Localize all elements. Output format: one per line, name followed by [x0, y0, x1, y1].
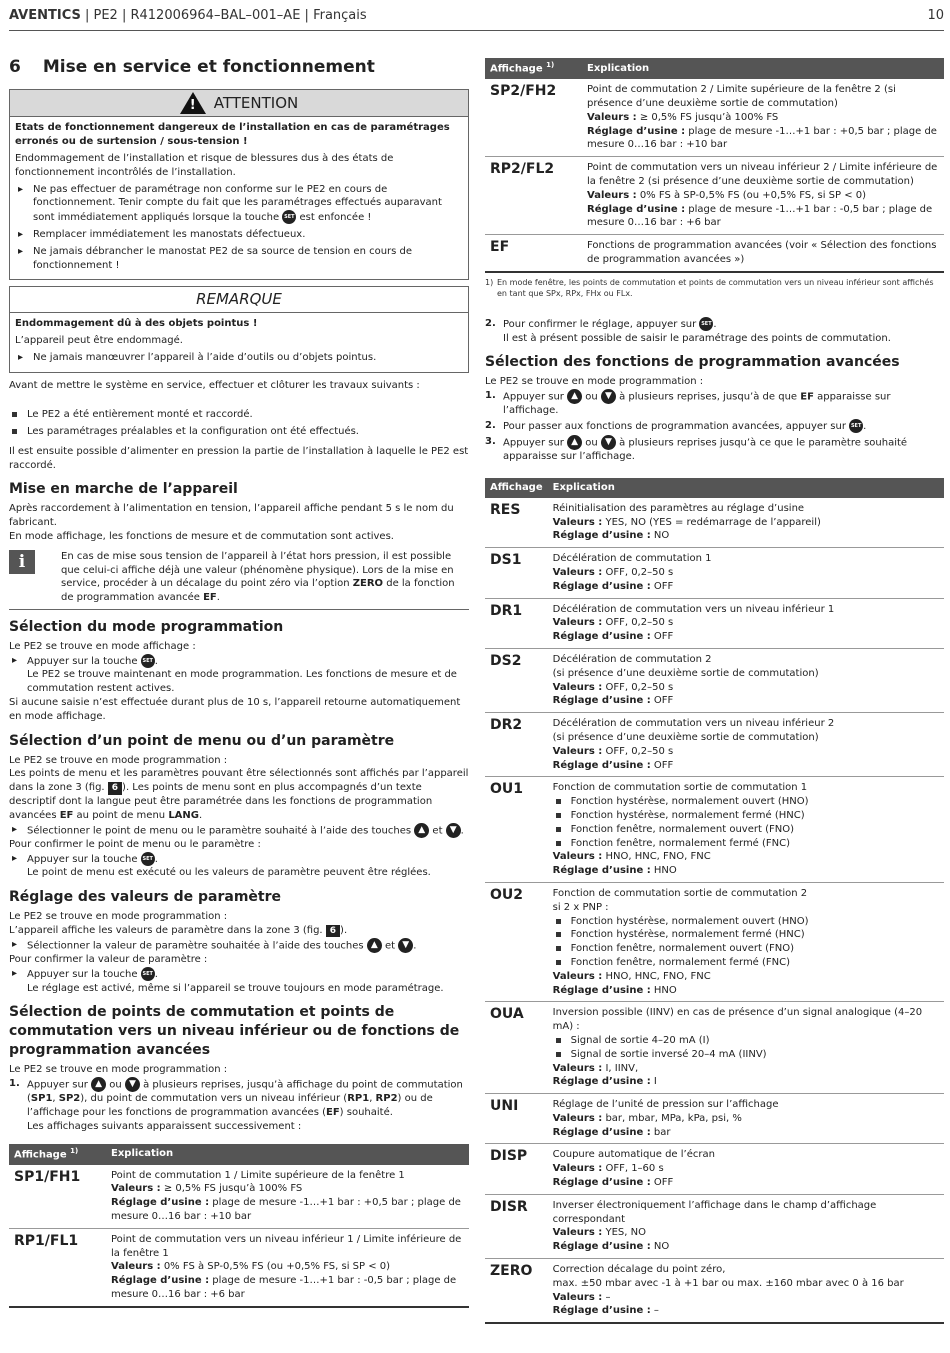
set-key-icon: SET: [141, 654, 155, 668]
paragraph: Les points de menu et les paramètres pouvant être sélectionnés sont affichés par l’appareil dans la zone 3 (fig. 6 ). Les points de menu sont en plus accompagnés d’un texte descriptif dont la langue peut être paramétrée dans les fonctions de programmation avancées EF au point de menu LANG.: [9, 768, 469, 821]
param-key: SP1/FH1: [9, 1165, 106, 1229]
param-desc: Point de commutation 2 / Limite supérieure de la fenêtre 2 (si présence d’une deuxième sortie de commutation) Valeurs : ≥ 0,5% FS jusqu’à 100% FS Réglage d’usine : plage de mesure -1…+1 bar : +0,5 bar ; plage de mesure 0…16 bar : +10 bar: [582, 79, 944, 156]
result-text: Le réglage est activé, même si l’appareil se trouve toujours en mode paramétrage.: [27, 982, 444, 994]
col-header-explication: Explication: [582, 58, 944, 79]
figure-ref: 6: [326, 925, 340, 937]
table-row: [485, 498, 944, 548]
param-desc: Point de commutation vers un niveau inférieur 1 / Limite inférieure de la fenêtre 1 Valeurs : 0% FS à SP-0,5% FS (ou +0,5% FS, si SP < 0) Réglage d’usine : plage de mesure -1…+1 bar : -0,5 bar ; plage de mesure 0…16 bar : +6 bar: [106, 1228, 469, 1306]
heading-reglage-valeurs: Réglage des valeurs de paramètre: [9, 889, 281, 906]
table-switch-points-2: [485, 58, 944, 273]
paragraph: Le PE2 se trouve en mode programmation :: [9, 1064, 228, 1076]
attention-title-text: ATTENTION: [213, 94, 299, 113]
table-row: [485, 598, 944, 648]
result-text: Le point de menu est exécuté ou les valeurs de paramètre peuvent être réglées.: [27, 867, 431, 879]
option-item: Fonction fenêtre, normalement fermé (FNC): [553, 837, 939, 851]
figure-ref: 6: [108, 782, 122, 794]
col-header-explication: Explication: [548, 478, 944, 498]
param-desc: Décélération de commutation vers un niveau inférieur 2 (si présence d’une deuxième sortie de commutation) Valeurs : OFF, 0,2–50 s Réglage d’usine : OFF: [548, 713, 944, 777]
param-key: SP2/FH2: [485, 79, 582, 156]
down-arrow-key-icon: ▼: [601, 389, 616, 404]
paragraph: Après raccordement à l’alimentation en tension, l’appareil affiche pendant 5 s le nom du fabricant.: [9, 503, 454, 529]
result-text: Le PE2 se trouve maintenant en mode programmation. Les fonctions de mesure et de commutation restent actives.: [27, 669, 457, 695]
param-key: OU1: [485, 777, 548, 883]
up-arrow-key-icon: ▲: [567, 435, 582, 450]
param-key: DS2: [485, 648, 548, 712]
right-column: [485, 58, 944, 1324]
option-item: Fonction hystérèse, normalement ouvert (HNO): [553, 795, 939, 809]
step-item: 3. Appuyer sur ▲ ou ▼ à plusieurs reprises jusqu’à ce que le paramètre souhaité apparaisse sur l’affichage.: [485, 435, 908, 463]
param-desc: Point de commutation 1 / Limite supérieure de la fenêtre 1 Valeurs : ≥ 0,5% FS jusqu’à 100% FS Réglage d’usine : plage de mesure -1…+1 bar : +0,5 bar ; plage de mesure 0…16 bar : +10 bar: [106, 1165, 469, 1229]
param-desc: Coupure automatique de l’écran Valeurs : OFF, 1–60 s Réglage d’usine : OFF: [548, 1144, 944, 1194]
heading-mode-programmation: Sélection du mode programmation: [9, 618, 284, 635]
param-key: RP1/FL1: [9, 1228, 106, 1306]
param-key: OUA: [485, 1002, 548, 1094]
table-row: [485, 1094, 944, 1144]
table-row: [485, 1259, 944, 1324]
param-desc: Décélération de commutation 2 (si présence d’une deuxième sortie de commutation) Valeurs : OFF, 0,2–50 s Réglage d’usine : OFF: [548, 648, 944, 712]
up-arrow-key-icon: ▲: [91, 1077, 106, 1092]
param-key: ZERO: [485, 1259, 548, 1324]
col-header-affichage: Affichage $^{1)}$: [9, 1144, 106, 1165]
header-doc-info: [9, 7, 367, 30]
down-arrow-key-icon: ▼: [601, 435, 616, 450]
heading-mise-en-marche: Mise en marche de l’appareil: [9, 481, 238, 498]
attention-title: [10, 90, 468, 117]
table-row: [485, 235, 944, 272]
param-key: RP2/FL2: [485, 157, 582, 235]
param-desc: Décélération de commutation 1 Valeurs : OFF, 0,2–50 s Réglage d’usine : OFF: [548, 548, 944, 598]
remarque-item: ▸ Ne jamais manœuvrer l’appareil à l’aide d’outils ou d’objets pointus.: [15, 351, 463, 365]
option-item: Fonction fenêtre, normalement ouvert (FNO): [553, 823, 939, 837]
up-arrow-key-icon: ▲: [367, 938, 382, 953]
param-desc: Fonctions de programmation avancées (voir « Sélection des fonctions de programmation avancées »): [582, 235, 944, 272]
set-key-icon: SET: [699, 317, 713, 331]
param-desc: Fonction de commutation sortie de commutation 2 si 2 x PNP : Fonction hystérèse, normalement ouvert (HNO) Fonction hystérèse, normalement fermé (HNC) Fonction fenêtre, normalement ouvert (FNO) Fonction fenêtre, normalement fermé (FNC) Valeurs : HNO, HNC, FNO, FNC Réglage d’usine : HNO: [548, 882, 944, 1001]
heading-point-menu: Sélection d’un point de menu ou d’un paramètre: [9, 732, 395, 749]
down-arrow-key-icon: ▼: [398, 938, 413, 953]
option-item: Fonction hystérèse, normalement ouvert (HNO): [553, 915, 939, 929]
section-title: [9, 56, 469, 79]
table-row: [9, 1165, 469, 1229]
attention-item: ▸ Ne pas effectuer de paramétrage non conforme sur le PE2 en cours de fonctionnement. Tenir compte du fait que les paramétrages effectués auparavant sont immédiatement appliqués lorsque la touche SET est enfoncée !: [15, 183, 463, 225]
up-arrow-key-icon: ▲: [567, 389, 582, 404]
header-brand: AVENTICS: [9, 8, 81, 23]
heading-points-commutation: Sélection de points de commutation et points de commutation vers un niveau inférieur ou de fonctions de programmation avancées: [9, 1004, 460, 1059]
table-row: [485, 157, 944, 235]
param-key: DISP: [485, 1144, 548, 1194]
param-key: RES: [485, 498, 548, 548]
option-item: Fonction fenêtre, normalement fermé (FNC): [553, 956, 939, 970]
after-text: Il est ensuite possible d’alimenter en pression la partie de l’installation à laquelle le PE2 est raccordé.: [9, 445, 469, 471]
option-item: Fonction hystérèse, normalement fermé (HNC): [553, 928, 939, 942]
set-key-icon: SET: [282, 210, 296, 224]
down-arrow-key-icon: ▼: [446, 823, 461, 838]
step-item: 1. Appuyer sur ▲ ou ▼ à plusieurs reprises, jusqu’à de que EF apparaisse sur l’affichage.: [485, 390, 891, 417]
param-desc: Décélération de commutation vers un niveau inférieur 1 Valeurs : OFF, 0,2–50 s Réglage d’usine : OFF: [548, 598, 944, 648]
table-switch-points-1: [9, 1144, 469, 1308]
instruction-item: ▸ Sélectionner le point de menu ou le paramètre souhaité à l’aide des touches ▲ et ▼ .: [9, 823, 469, 838]
paragraph: En mode affichage, les fonctions de mesure et de commutation sont actives.: [9, 530, 394, 542]
table-row: [485, 777, 944, 883]
page-number: 10: [927, 8, 944, 23]
attention-item: ▸ Remplacer immédiatement les manostats défectueux.: [15, 228, 463, 242]
info-text: En cas de mise sous tension de l’appareil à l’état hors pression, il est possible que celui-ci affiche déjà une valeur (phénomène physique). Lors de la mise en service, procéder à un décalage du point zéro via l’option ZERO de la fonction de programmation avancée EF.: [61, 550, 455, 604]
page-header: [9, 7, 944, 31]
col-header-affichage: Affichage: [485, 478, 548, 498]
col-header-explication: Explication: [106, 1144, 469, 1165]
table-row: [485, 648, 944, 712]
up-arrow-key-icon: ▲: [414, 823, 429, 838]
header-doc-ref: | PE2 | R412006964–BAL–001–AE | Français: [80, 8, 367, 23]
attention-item: ▸ Ne jamais débrancher le manostat PE2 de sa source de tension en cours de fonctionnement !: [15, 245, 463, 273]
paragraph: Le PE2 se trouve en mode programmation :: [9, 911, 228, 923]
remarque-desc: L’appareil peut être endommagé.: [15, 334, 183, 346]
paragraph: Pour confirmer la valeur de paramètre :: [9, 953, 208, 965]
option-item: Signal de sortie inversé 20–4 mA (IINV): [553, 1048, 939, 1062]
instruction-item: ▸ Appuyer sur la touche SET .: [9, 654, 469, 669]
set-key-icon: SET: [849, 419, 863, 433]
instruction-item: ▸ Sélectionner la valeur de paramètre souhaitée à l’aide des touches ▲ et ▼ .: [9, 938, 469, 953]
paragraph: Le PE2 se trouve en mode programmation :: [9, 754, 228, 766]
table-row: [9, 1228, 469, 1306]
param-key: EF: [485, 235, 582, 272]
param-key: OU2: [485, 882, 548, 1001]
param-desc: Inverser électroniquement l’affichage dans le champ d’affichage correspondant Valeurs : YES, NO Réglage d’usine : NO: [548, 1194, 944, 1258]
paragraph: Pour confirmer le point de menu ou le paramètre :: [9, 838, 261, 850]
attention-heading: Etats de fonctionnement dangereux de l’installation en cas de paramétrages erronés ou de surtension / sous-tension !: [15, 122, 450, 148]
section-title-text: Mise en service et fonctionnement: [42, 57, 375, 77]
down-arrow-key-icon: ▼: [125, 1077, 140, 1092]
param-key: DISR: [485, 1194, 548, 1258]
col-header-affichage: Affichage $^{1)}$: [485, 58, 582, 79]
instruction-item: ▸ Appuyer sur la touche SET .: [9, 852, 469, 867]
option-item: Fonction fenêtre, normalement ouvert (FNO): [553, 942, 939, 956]
param-key: UNI: [485, 1094, 548, 1144]
info-box: [9, 550, 469, 610]
section-number: 6: [9, 57, 21, 77]
paragraph: Si aucune saisie n’est effectuée durant plus de 10 s, l’appareil retourne automatiquement en mode affichage.: [9, 697, 461, 722]
param-desc: Réinitialisation des paramètres au réglage d’usine Valeurs : YES, NO (YES = redémarrage de l’appareil) Réglage d’usine : NO: [548, 498, 944, 548]
paragraph: Le PE2 se trouve en mode affichage :: [9, 640, 196, 652]
table-row: [485, 79, 944, 156]
heading-fonctions-avancees: Sélection des fonctions de programmation avancées: [485, 354, 900, 371]
step-item: 1. Appuyer sur ▲ ou ▼ à plusieurs reprises, jusqu’à affichage du point de commutation (SP1, SP2), du point de commutation vers un niveau inférieur (RP1, RP2) ou de l’affichage pour les fonctions de programmation avancées (EF) souhaité. Les affichages suivants apparaissent successivement :: [9, 1077, 463, 1132]
table-row: [485, 548, 944, 598]
left-column: [9, 52, 469, 1308]
set-key-icon: SET: [141, 852, 155, 866]
paragraph: Le PE2 se trouve en mode programmation :: [485, 376, 704, 388]
warning-icon: !: [180, 92, 206, 114]
option-item: Signal de sortie 4–20 mA (I): [553, 1034, 939, 1048]
intro-text: Avant de mettre le système en service, effectuer et clôturer les travaux suivants :: [9, 379, 420, 391]
param-desc: Réglage de l’unité de pression sur l’affichage Valeurs : bar, mbar, MPa, kPa, psi, % Réglage d’usine : bar: [548, 1094, 944, 1144]
param-desc: Inversion possible (IINV) en cas de présence d’un signal analogique (4–20 mA) : Signal de sortie 4–20 mA (I) Signal de sortie inversé 20–4 mA (IINV) Valeurs : I, IINV, Réglage d’usine : I: [548, 1002, 944, 1094]
table-row: [485, 1144, 944, 1194]
param-key: DS1: [485, 548, 548, 598]
instruction-item: ▸ Appuyer sur la touche SET .: [9, 967, 469, 982]
attention-desc: Endommagement de l’installation et risque de blessures dus à des états de fonctionnement incontrôlés de l’installation.: [15, 153, 394, 178]
table-row: [485, 1002, 944, 1094]
info-icon: i: [9, 550, 35, 574]
remarque-heading: Endommagement dû à des objets pointus !: [15, 318, 258, 330]
table-advanced-functions: [485, 478, 944, 1324]
param-desc: Fonction de commutation sortie de commutation 1 Fonction hystérèse, normalement ouvert (HNO) Fonction hystérèse, normalement fermé (HNC) Fonction fenêtre, normalement ouvert (FNO) Fonction fenêtre, normalement fermé (FNC) Valeurs : HNO, HNC, FNO, FNC Réglage d’usine : HNO: [548, 777, 944, 883]
param-desc: Point de commutation vers un niveau inférieur 2 / Limite inférieure de la fenêtre 2 (si présence d’une deuxième sortie de commutation) Valeurs : 0% FS à SP-0,5% FS (ou +0,5% FS, si SP < 0) Réglage d’usine : plage de mesure -1…+1 bar : -0,5 bar ; plage de mesure 0…16 bar : +6 bar: [582, 157, 944, 235]
param-desc: Correction décalage du point zéro, max. ±50 mbar avec -1 à +1 bar ou max. ±160 mbar avec 0 à 16 bar Valeurs : – Réglage d’usine : –: [548, 1259, 944, 1324]
paragraph: L’appareil affiche les valeurs de paramètre dans la zone 3 (fig. 6 ).: [9, 924, 348, 936]
set-key-icon: SET: [141, 967, 155, 981]
check-item: Le PE2 a été entièrement monté et raccordé.: [9, 408, 469, 422]
check-item: Les paramétrages préalables et la configuration ont été effectués.: [9, 425, 469, 439]
step-item: 2. Pour confirmer le réglage, appuyer sur SET . Il est à présent possible de saisir le paramétrage des points de commutation.: [485, 317, 891, 344]
option-item: Fonction hystérèse, normalement fermé (HNC): [553, 809, 939, 823]
footnote: 1) En mode fenêtre, les points de commutation et points de commutation vers un niveau inférieur sont affichés en tant que SPx, RPx, FHx ou FLx.: [485, 277, 934, 298]
attention-box: [9, 89, 469, 280]
step-item: 2. Pour passer aux fonctions de programmation avancées, appuyer sur SET .: [485, 420, 867, 433]
remarque-box: [9, 286, 469, 372]
param-key: DR2: [485, 713, 548, 777]
param-key: DR1: [485, 598, 548, 648]
remarque-title: REMARQUE: [10, 287, 468, 313]
table-row: [485, 713, 944, 777]
table-row: [485, 1194, 944, 1258]
table-row: [485, 882, 944, 1001]
